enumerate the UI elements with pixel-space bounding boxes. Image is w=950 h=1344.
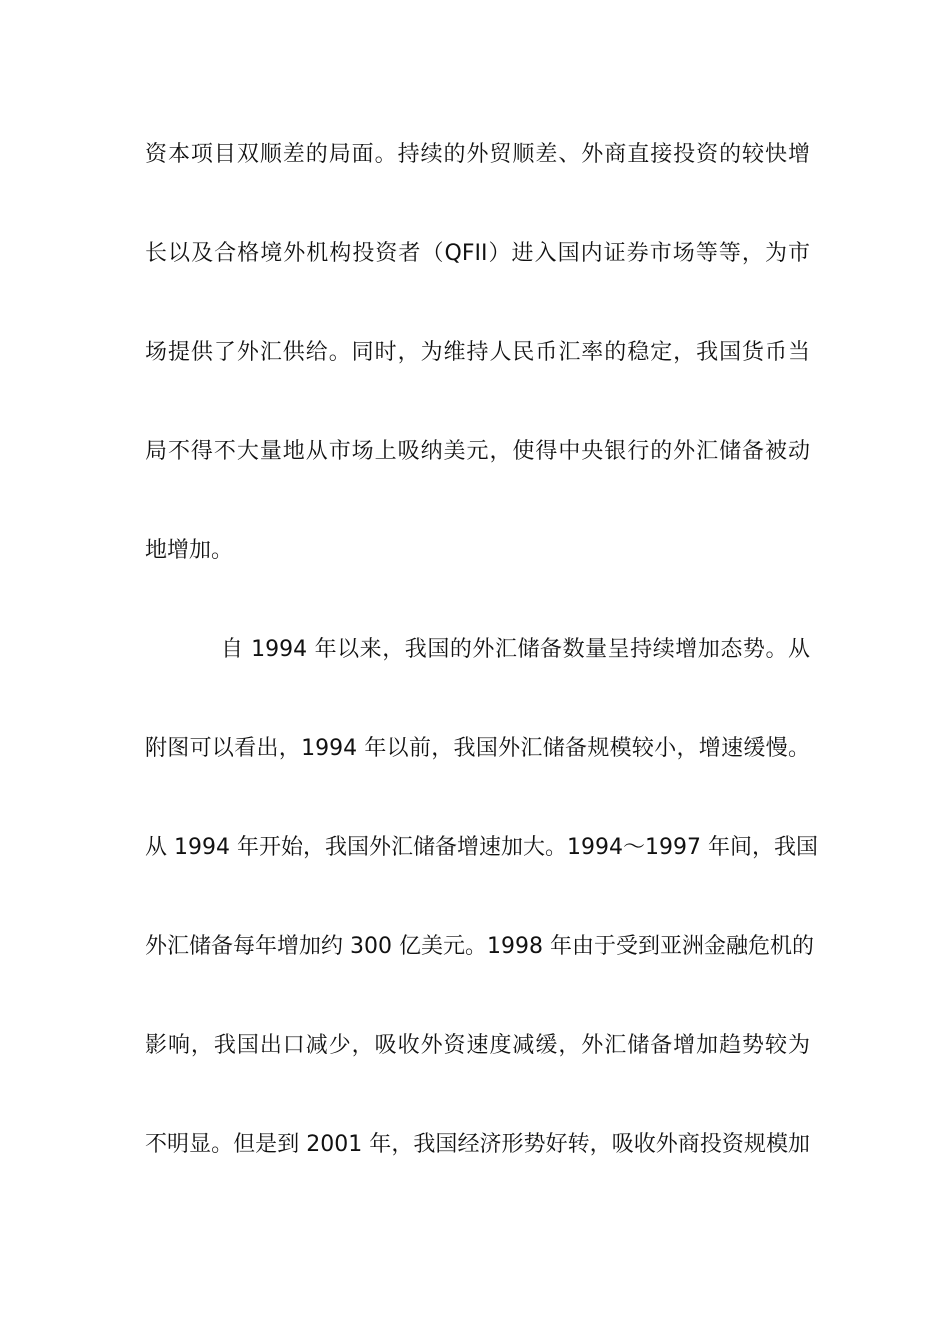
body-text [145,135,818,1224]
text-line: 局不得不大量地从市场上吸纳美元，使得中央银行的外汇储备被动 [145,439,810,464]
paragraph-first-line: 自 1994 年以来，我国的外汇储备数量呈持续增加态势。从 [221,637,810,662]
text-line: 附图可以看出，1994 年以前，我国外汇储备规模较小，增速缓慢。 [145,736,810,761]
text-line: 地增加。 [145,538,234,563]
text-line: 外汇储备每年增加约 300 亿美元。1998 年由于受到亚洲金融危机的 [145,934,814,959]
text-line: 影响，我国出口减少，吸收外资速度减缓，外汇储备增加趋势较为 [145,1033,810,1058]
text-line: 不明显。但是到 2001 年，我国经济形势好转，吸收外商投资规模加 [145,1132,810,1157]
text-line: 长以及合格境外机构投资者（QFII）进入国内证券市场等等，为市 [145,241,810,266]
text-line: 资本项目双顺差的局面。持续的外贸顺差、外商直接投资的较快增 [145,142,810,167]
text-line: 从 1994 年开始，我国外汇储备增速加大。1994～1997 年间，我国 [145,835,818,860]
text-line: 场提供了外汇供给。同时，为维持人民币汇率的稳定，我国货币当 [145,340,810,365]
